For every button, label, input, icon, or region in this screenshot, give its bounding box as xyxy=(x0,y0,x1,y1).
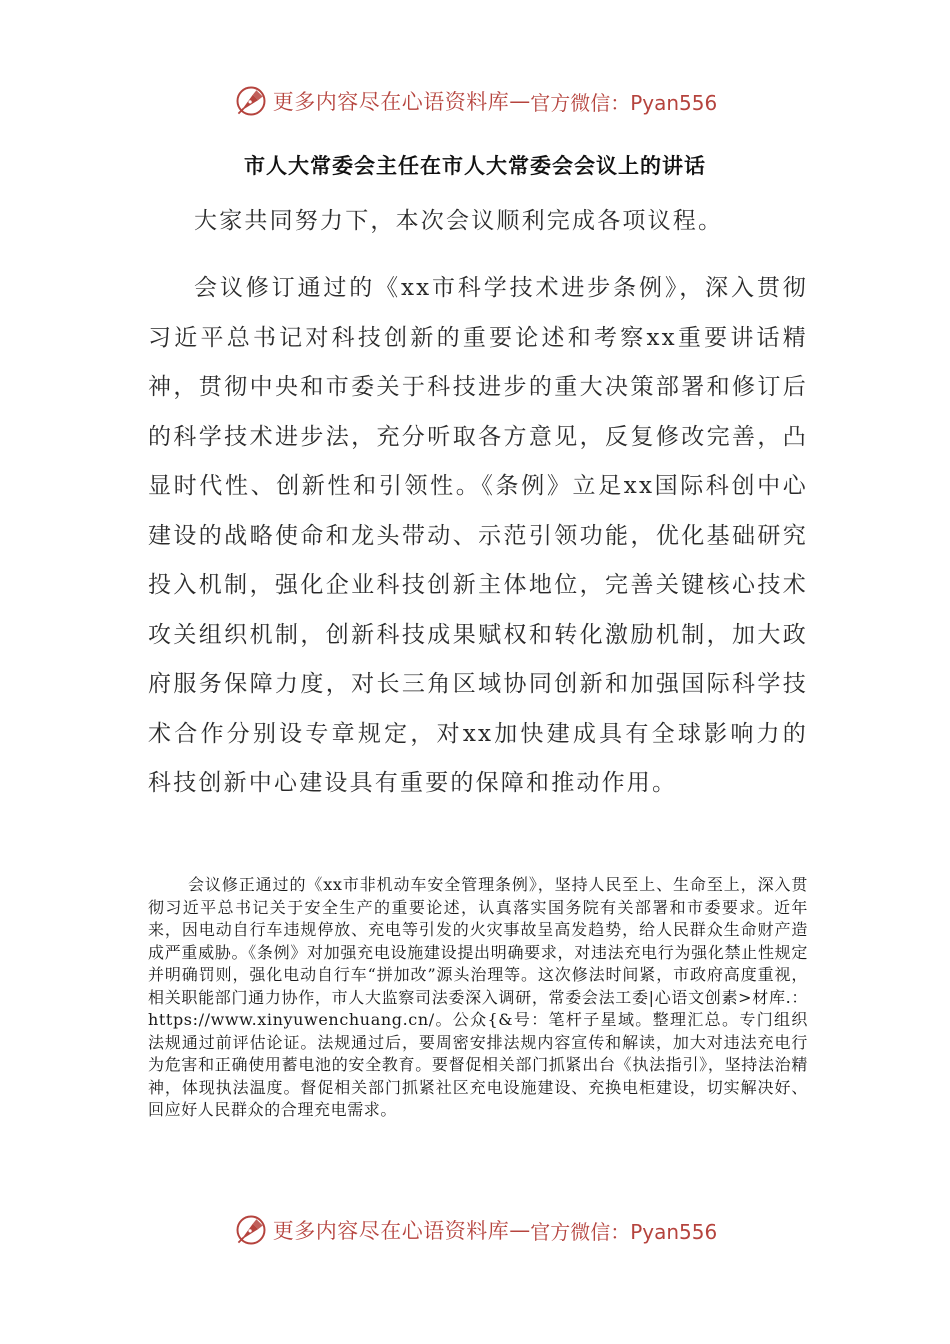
banner-contact: 官方微信：Pyan556 xyxy=(530,90,718,115)
banner-text: 更多内容尽在心语资料库 xyxy=(272,1219,510,1243)
header-banner xyxy=(0,76,950,126)
pen-nib-logo-icon xyxy=(233,83,269,119)
body-paragraph-3: 会议修正通过的《xx市非机动车安全管理条例》，坚持人民至上、生命至上，深入贯彻习近平总书记关于安全生产的重要论述，认真落实国务院有关部署和市委要求。近年来，因电动自行车违规停放、充电等引发的火灾事故呈高发趋势，给人民群众生命财产造成严重威胁。《条例》对加强充电设施建设提出明确要求，对违法充电行为强化禁止性规定并明确罚则，强化电动自行车“拼加改”源头治理等。这次修法时间紧，市政府高度重视，相关职能部门通力协作，市人大监察司法委深入调研，常委会法工委|心语文创素>材库.：https://www.xinyuwenchuang.cn/。公众{&号：笔杆子星域。整理汇总。专门组织法规通过前评估论证。法规通过后，要周密安排法规内容宣传和解读，加大对违法充电行为危害和正确使用蓄电池的安全教育。要督促相关部门抓紧出台《执法指引》，坚持法治精神，体现执法温度。督促相关部门抓紧社区充电设施建设、充换电柜建设，切实解决好、回应好人民群众的合理充电需求。 xyxy=(148,875,808,1119)
banner-separator: — xyxy=(509,89,531,113)
banner-text: 更多内容尽在心语资料库 xyxy=(272,90,510,114)
pen-nib-logo-icon xyxy=(233,1212,269,1248)
body-paragraph-2: 会议修订通过的《xx市科学技术进步条例》，深入贯彻习近平总书记对科技创新的重要论述和考察xx重要讲话精神，贯彻中央和市委关于科技进步的重大决策部署和修订后的科学技术进步法，充分听取各方意见，反复修改完善，凸显时代性、创新性和引领性。《条例》立足xx国际科创中心建设的战略使命和龙头带动、示范引领功能，优化基础研究投入机制，强化企业科技创新主体地位，完善关键核心技术攻关组织机制，创新科技成果赋权和转化激励机制，加大政府服务保障力度，对长三角区域协同创新和加强国际科学技术合作分别设专章规定，对xx加快建成具有全球影响力的科技创新中心建设具有重要的保障和推动作用。 xyxy=(148,275,808,796)
footer-banner xyxy=(0,1205,950,1255)
document-title: 市人大常委会主任在市人大常委会会议上的讲话 xyxy=(244,154,706,178)
banner-separator: — xyxy=(509,1218,531,1242)
body-paragraph-1: 大家共同努力下，本次会议顺利完成各项议程。 xyxy=(194,208,724,234)
banner-contact: 官方微信：Pyan556 xyxy=(530,1219,718,1244)
